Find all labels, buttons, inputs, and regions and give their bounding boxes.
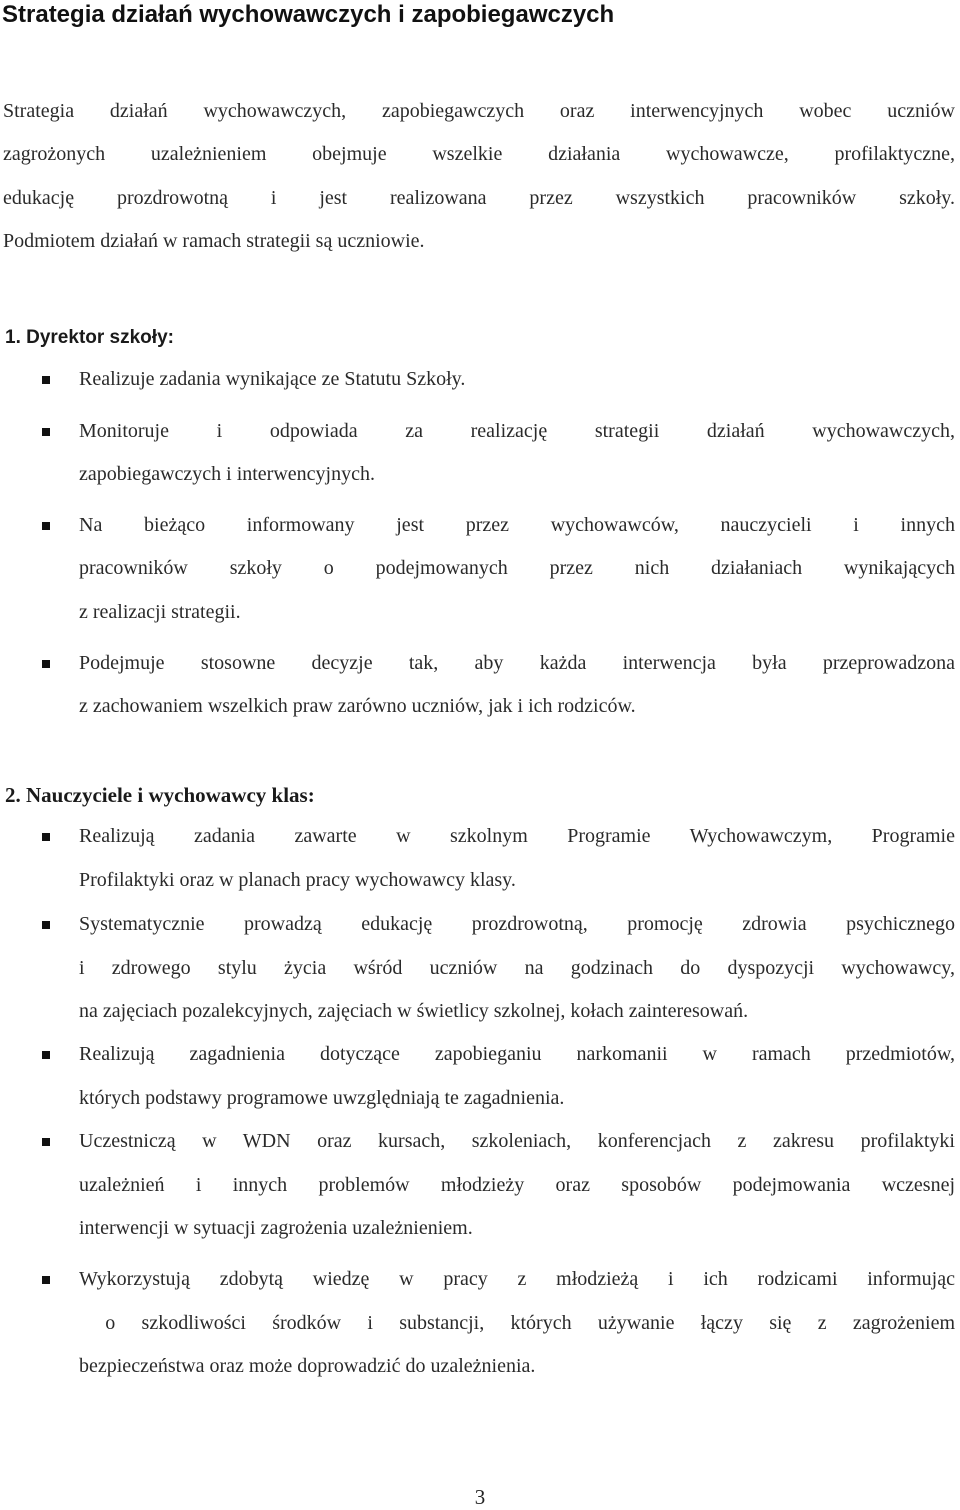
bullet-square-icon xyxy=(42,1138,50,1146)
bullet-square-icon xyxy=(42,376,50,384)
list-item-line: których podstawy programowe uwzględniają te zagadnienia. xyxy=(79,1086,565,1109)
list-item-line: pracowników szkoły o podejmowanych przez nich działaniach wynikających xyxy=(79,557,955,580)
bullet-square-icon xyxy=(42,1276,50,1284)
list-item-text xyxy=(79,1033,955,1120)
bullet-square-icon xyxy=(42,660,50,668)
list-item-line: na zajęciach pozalekcyjnych, zajęciach w świetlicy szkolnej, kołach zainteresowań. xyxy=(79,1000,749,1022)
list-item-line: Na bieżąco informowany jest przez wychowawców, nauczycieli i innych xyxy=(79,514,955,536)
list-item-line: bezpieczeństwa oraz może doprowadzić do uzależnienia. xyxy=(79,1355,536,1377)
bullet-square-icon xyxy=(42,1051,50,1059)
intro-line: edukację prozdrowotną i jest realizowana przez wszystkich pracowników szkoły. xyxy=(3,186,955,209)
list-item-text xyxy=(79,903,955,1034)
list-item-line: i zdrowego stylu życia wśród uczniów na godzinach do dyspozycji wychowawcy, xyxy=(79,956,955,979)
list-item-line: Realizują zadania zawarte w szkolnym Programie Wychowawczym, Programie xyxy=(79,825,955,847)
list-item-text xyxy=(79,642,955,729)
intro-line: zagrożonych uzależnieniem obejmuje wszelkie działania wychowawcze, profilaktyczne, xyxy=(3,143,955,166)
list-item-line: z zachowaniem wszelkich praw zarówno uczniów, jak i ich rodziców. xyxy=(79,695,636,718)
list-item-text xyxy=(79,358,955,401)
page-title: Strategia działań wychowawczych i zapobiegawczych xyxy=(2,1,615,28)
intro-paragraph xyxy=(3,90,955,263)
intro-line: Podmiotem działań w ramach strategii są uczniowie. xyxy=(3,229,425,252)
list-item-line: Podejmuje stosowne decyzje tak, aby każda interwencja była przeprowadzona xyxy=(79,652,955,674)
list-item-line: Uczestniczą w WDN oraz kursach, szkoleniach, konferencjach z zakresu profilaktyki xyxy=(79,1130,955,1152)
list-item-line: interwencji w sytuacji zagrożenia uzależnieniem. xyxy=(79,1217,473,1239)
list-item-line: Realizują zagadnienia dotyczące zapobieganiu narkomanii w ramach przedmiotów, xyxy=(79,1043,955,1065)
list-item-text xyxy=(79,815,955,902)
bullet-square-icon xyxy=(42,428,50,436)
list-item-line: Realizuje zadania wynikające ze Statutu Szkoły. xyxy=(79,368,466,390)
page-number: 3 xyxy=(474,1485,486,1509)
list-item-line: Profilaktyki oraz w planach pracy wychowawcy klasy. xyxy=(79,868,516,891)
bullet-square-icon xyxy=(42,921,50,929)
intro-line: Strategia działań wychowawczych, zapobiegawczych oraz interwencyjnych wobec uczniów xyxy=(3,100,955,122)
list-item-text xyxy=(79,1258,955,1389)
section-heading: 1. Dyrektor szkoły: xyxy=(5,327,174,348)
bullet-square-icon xyxy=(42,522,50,530)
list-item-line: z realizacji strategii. xyxy=(79,600,241,623)
list-item-line: Monitoruje i odpowiada za realizację strategii działań wychowawczych, xyxy=(79,420,955,442)
list-item-line: Systematycznie prowadzą edukację prozdrowotną, promocję zdrowia psychicznego xyxy=(79,913,955,935)
list-item-text xyxy=(79,1120,955,1251)
list-item-text xyxy=(79,410,955,497)
list-item-line: uzależnień i innych problemów młodzieży oraz sposobów podejmowania wczesnej xyxy=(79,1173,955,1196)
bullet-square-icon xyxy=(42,833,50,841)
section-heading: 2. Nauczyciele i wychowawcy klas: xyxy=(5,783,315,807)
list-item-line: o szkodliwości środków i substancji, których używanie łączy się z zagrożeniem xyxy=(79,1311,955,1334)
list-item-text xyxy=(79,504,955,634)
list-item-line: zapobiegawczych i interwencyjnych. xyxy=(79,463,375,486)
list-item-line: Wykorzystują zdobytą wiedzę w pracy z młodzieżą i ich rodzicami informując xyxy=(79,1268,955,1290)
